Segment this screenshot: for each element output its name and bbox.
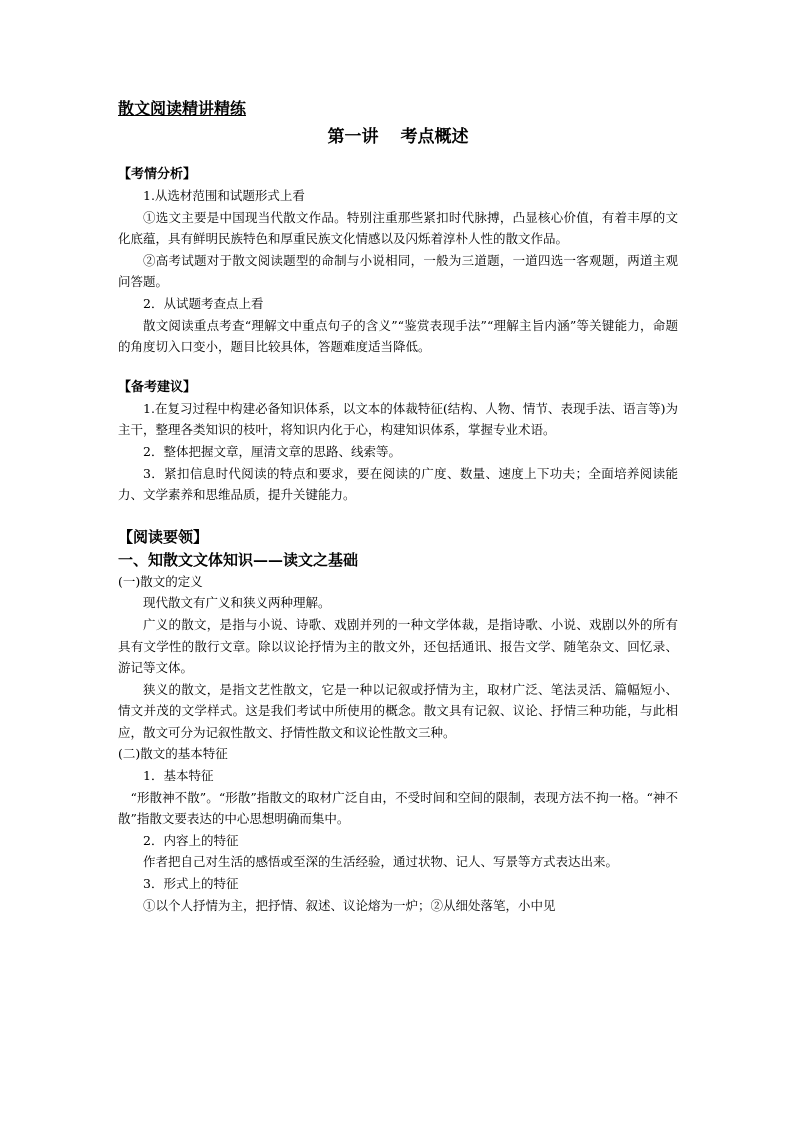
exam-analysis-section — [118, 164, 678, 358]
exam-analysis-item2-para1: 散文阅读重点考查“理解文中重点句子的含义”“鉴赏表现手法”“理解主旨内涵”等关键能力，命题的角度切入口变小，题目比较具体，答题难度适当降低。 — [118, 317, 678, 355]
subsection-features-title: (二)散文的基本特征 — [118, 746, 228, 762]
feature2-text: 作者把自己对生活的感悟或至深的生活经验，通过状物、记人、写景等方式表达出来。 — [143, 854, 619, 870]
prep-advice-heading: 【备考建议】 — [118, 379, 197, 395]
reading-keys-heading: 【阅读要领】 — [118, 527, 209, 546]
exam-analysis-item1-para1: ①选文主要是中国现当代散文作品。特别注重那些紧扣时代脉搏，凸显核心价值，有着丰厚的文化底蕴，具有鲜明民族特色和厚重民族文化情感以及闪烁着淳朴人性的散文作品。 — [118, 209, 678, 247]
feature1-title: 1．基本特征 — [143, 768, 214, 784]
feature3-title: 3．形式上的特征 — [143, 876, 239, 892]
document-title: 散文阅读精讲精练 — [118, 99, 247, 118]
lecture-topic: 考点概述 — [400, 127, 469, 147]
reading-keys-section — [118, 525, 678, 917]
exam-analysis-item1-para2: ②高考试题对于散文阅读题型的命制与小说相同，一般为三道题，一道四选一客观题，两道主观问答题。 — [118, 252, 678, 290]
feature2-title: 2．内容上的特征 — [143, 832, 239, 848]
document-page — [118, 96, 678, 916]
lecture-title — [118, 122, 678, 152]
exam-analysis-item1-title: 1.从选材范围和试题形式上看 — [143, 188, 305, 203]
reading-keys-heading-one: 一、知散文文体知识——读文之基础 — [118, 550, 359, 569]
prep-advice-para3: 3．紧扣信息时代阅读的特点和要求，要在阅读的广度、数量、速度上下功夫；全面培养阅读能力、文学素养和思维品质，提升关键能力。 — [118, 465, 678, 503]
feature3-text: ①以个人抒情为主，把抒情、叙述、议论熔为一炉；②从细处落笔，小中见 — [143, 897, 556, 913]
definition-para3: 狭义的散文，是指文艺性散文，它是一种以记叙或抒情为主，取材广泛、笔法灵活、篇幅短小、情文并茂的文学样式。这是我们考试中所使用的概念。散文具有记叙、议论、抒情三种功能，与此相应，散文可分为记叙性散文、抒情性散文和议论性散文三种。 — [118, 681, 678, 740]
definition-para1: 现代散文有广义和狭义两种理解。 — [143, 595, 331, 611]
exam-analysis-heading: 【考情分析】 — [118, 167, 197, 182]
lecture-number: 第一讲 — [327, 127, 379, 147]
prep-advice-para2: 2．整体把握文章，厘清文章的思路、线索等。 — [143, 443, 401, 459]
prep-advice-para1: 1.在复习过程中构建必备知识体系，以文本的体裁特征(结构、人物、情节、表现手法、语言等)为主干，整理各类知识的枝叶，将知识内化于心，构建知识体系，掌握专业术语。 — [118, 400, 678, 438]
exam-analysis-item2-title: 2．从试题考查点上看 — [143, 295, 264, 311]
subsection-definition-title: (一)散文的定义 — [118, 573, 203, 589]
prep-advice-section — [118, 377, 678, 506]
feature1-text: “形散神不散”。“形散”指散文的取材广泛自由，不受时间和空间的限制，表现方法不拘一格。“神不散”指散文要表达的中心思想明确而集中。 — [118, 789, 678, 827]
definition-para2: 广义的散文，是指与小说、诗歌、戏剧并列的一种文学体裁，是指诗歌、小说、戏剧以外的所有具有文学性的散行文章。除以议论抒情为主的散文外，还包括通讯、报告文学、随笔杂文、回忆录、游记等文体。 — [118, 616, 678, 676]
